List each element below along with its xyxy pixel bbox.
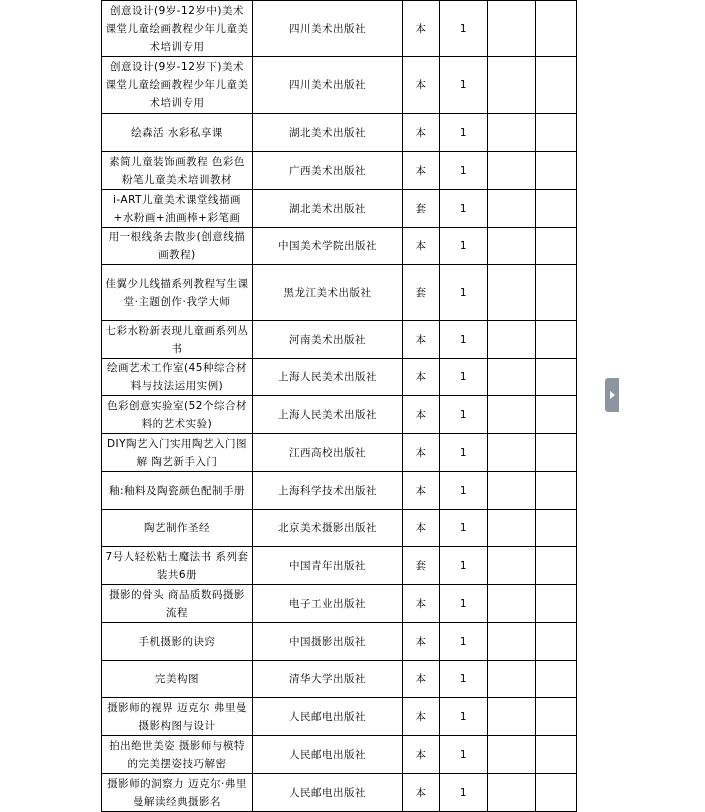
empty-cell	[536, 1, 577, 57]
unit-cell: 本	[403, 1, 440, 57]
unit-cell: 本	[403, 661, 440, 698]
publisher-cell: 上海人民美术出版社	[253, 396, 403, 434]
book-title-cell: 七彩水粉新表现儿童画系列丛书	[102, 321, 253, 359]
quantity-cell: 1	[440, 472, 488, 510]
table-row	[102, 434, 577, 472]
quantity-cell: 1	[440, 396, 488, 434]
unit-cell: 套	[403, 547, 440, 585]
table-row	[102, 698, 577, 736]
quantity-cell: 1	[440, 547, 488, 585]
table-row	[102, 114, 577, 152]
empty-cell	[536, 661, 577, 698]
unit-cell: 本	[403, 359, 440, 396]
unit-cell: 本	[403, 698, 440, 736]
unit-cell: 套	[403, 265, 440, 321]
unit-cell: 本	[403, 321, 440, 359]
book-title-cell: 佳翼少儿线描系列教程写生课堂·主题创作·我学大师	[102, 265, 253, 321]
book-title-cell: 绘森活 水彩私享课	[102, 114, 253, 152]
quantity-cell: 1	[440, 57, 488, 114]
publisher-cell: 湖北美术出版社	[253, 190, 403, 228]
book-title-cell: 拍出绝世美姿 摄影师与模特的完美摆姿技巧解密	[102, 736, 253, 774]
book-title-cell: i-ART儿童美术课堂线描画+水粉画+油画棒+彩笔画	[102, 190, 253, 228]
empty-cell	[488, 265, 536, 321]
unit-cell: 本	[403, 396, 440, 434]
table-row	[102, 774, 577, 812]
publisher-cell: 清华大学出版社	[253, 661, 403, 698]
book-title-cell: 完美构图	[102, 661, 253, 698]
expand-panel-tab[interactable]	[605, 378, 619, 412]
table-row	[102, 152, 577, 190]
empty-cell	[488, 1, 536, 57]
table-row	[102, 623, 577, 661]
empty-cell	[536, 434, 577, 472]
table-body	[102, 1, 577, 812]
empty-cell	[488, 510, 536, 547]
unit-cell: 本	[403, 585, 440, 623]
book-title-cell: 用一根线条去散步(创意线描画教程)	[102, 228, 253, 265]
empty-cell	[536, 114, 577, 152]
quantity-cell: 1	[440, 698, 488, 736]
book-title-cell: 7号人轻松粘土魔法书 系列套装共6册	[102, 547, 253, 585]
empty-cell	[488, 190, 536, 228]
unit-cell: 本	[403, 57, 440, 114]
book-title-cell: 创意设计(9岁-12岁中)美术课堂儿童绘画教程少年儿童美术培训专用	[102, 1, 253, 57]
publisher-cell: 人民邮电出版社	[253, 698, 403, 736]
empty-cell	[488, 623, 536, 661]
empty-cell	[536, 57, 577, 114]
empty-cell	[488, 434, 536, 472]
empty-cell	[536, 359, 577, 396]
publisher-cell: 人民邮电出版社	[253, 774, 403, 812]
empty-cell	[536, 265, 577, 321]
empty-cell	[536, 774, 577, 812]
empty-cell	[488, 359, 536, 396]
quantity-cell: 1	[440, 114, 488, 152]
publisher-cell: 北京美术摄影出版社	[253, 510, 403, 547]
empty-cell	[488, 396, 536, 434]
quantity-cell: 1	[440, 774, 488, 812]
empty-cell	[536, 321, 577, 359]
publisher-cell: 四川美术出版社	[253, 1, 403, 57]
unit-cell: 本	[403, 472, 440, 510]
publisher-cell: 黑龙江美术出版社	[253, 265, 403, 321]
book-title-cell: 色彩创意实验室(52个综合材料的艺术实验)	[102, 396, 253, 434]
quantity-cell: 1	[440, 228, 488, 265]
empty-cell	[536, 472, 577, 510]
table-row	[102, 321, 577, 359]
empty-cell	[536, 190, 577, 228]
empty-cell	[488, 698, 536, 736]
book-list-table	[101, 0, 577, 812]
table-row	[102, 547, 577, 585]
empty-cell	[536, 698, 577, 736]
empty-cell	[488, 736, 536, 774]
empty-cell	[536, 623, 577, 661]
unit-cell: 本	[403, 152, 440, 190]
publisher-cell: 四川美术出版社	[253, 57, 403, 114]
empty-cell	[488, 774, 536, 812]
unit-cell: 本	[403, 228, 440, 265]
table-row	[102, 736, 577, 774]
unit-cell: 本	[403, 434, 440, 472]
book-title-cell: 摄影师的视界 迈克尔 弗里曼摄影构图与设计	[102, 698, 253, 736]
quantity-cell: 1	[440, 623, 488, 661]
empty-cell	[488, 547, 536, 585]
table-row	[102, 57, 577, 114]
empty-cell	[488, 661, 536, 698]
unit-cell: 本	[403, 736, 440, 774]
book-title-cell: 绘画艺术工作室(45种综合材料与技法运用实例)	[102, 359, 253, 396]
table-row	[102, 585, 577, 623]
book-title-cell: 陶艺制作圣经	[102, 510, 253, 547]
empty-cell	[488, 114, 536, 152]
unit-cell: 套	[403, 190, 440, 228]
unit-cell: 本	[403, 114, 440, 152]
empty-cell	[536, 547, 577, 585]
table-row	[102, 359, 577, 396]
quantity-cell: 1	[440, 434, 488, 472]
empty-cell	[536, 585, 577, 623]
empty-cell	[488, 472, 536, 510]
table-row	[102, 472, 577, 510]
book-title-cell: 釉:釉料及陶瓷颜色配制手册	[102, 472, 253, 510]
unit-cell: 本	[403, 510, 440, 547]
quantity-cell: 1	[440, 1, 488, 57]
quantity-cell: 1	[440, 585, 488, 623]
table-row	[102, 228, 577, 265]
publisher-cell: 江西高校出版社	[253, 434, 403, 472]
book-title-cell: 手机摄影的诀窍	[102, 623, 253, 661]
publisher-cell: 中国美术学院出版社	[253, 228, 403, 265]
empty-cell	[488, 57, 536, 114]
publisher-cell: 上海科学技术出版社	[253, 472, 403, 510]
publisher-cell: 人民邮电出版社	[253, 736, 403, 774]
table-row	[102, 265, 577, 321]
publisher-cell: 上海人民美术出版社	[253, 359, 403, 396]
book-title-cell: 素简儿童装饰画教程 色彩色粉笔儿童美术培训教材	[102, 152, 253, 190]
publisher-cell: 广西美术出版社	[253, 152, 403, 190]
empty-cell	[536, 736, 577, 774]
empty-cell	[488, 152, 536, 190]
unit-cell: 本	[403, 623, 440, 661]
table-row	[102, 661, 577, 698]
book-title-cell: 摄影的骨头 商品质数码摄影流程	[102, 585, 253, 623]
quantity-cell: 1	[440, 359, 488, 396]
table-row	[102, 190, 577, 228]
table-row	[102, 396, 577, 434]
book-title-cell: 摄影师的洞察力 迈克尔·弗里曼解读经典摄影名	[102, 774, 253, 812]
publisher-cell: 电子工业出版社	[253, 585, 403, 623]
publisher-cell: 湖北美术出版社	[253, 114, 403, 152]
publisher-cell: 中国摄影出版社	[253, 623, 403, 661]
quantity-cell: 1	[440, 661, 488, 698]
quantity-cell: 1	[440, 510, 488, 547]
book-title-cell: 创意设计(9岁-12岁下)美术课堂儿童绘画教程少年儿童美术培训专用	[102, 57, 253, 114]
empty-cell	[488, 321, 536, 359]
empty-cell	[536, 228, 577, 265]
publisher-cell: 中国青年出版社	[253, 547, 403, 585]
unit-cell: 本	[403, 774, 440, 812]
empty-cell	[536, 152, 577, 190]
quantity-cell: 1	[440, 152, 488, 190]
quantity-cell: 1	[440, 190, 488, 228]
quantity-cell: 1	[440, 736, 488, 774]
quantity-cell: 1	[440, 321, 488, 359]
empty-cell	[488, 585, 536, 623]
book-title-cell: DIY陶艺入门实用陶艺入门图解 陶艺新手入门	[102, 434, 253, 472]
empty-cell	[536, 510, 577, 547]
table-row	[102, 1, 577, 57]
quantity-cell: 1	[440, 265, 488, 321]
empty-cell	[536, 396, 577, 434]
empty-cell	[488, 228, 536, 265]
table-row	[102, 510, 577, 547]
publisher-cell: 河南美术出版社	[253, 321, 403, 359]
